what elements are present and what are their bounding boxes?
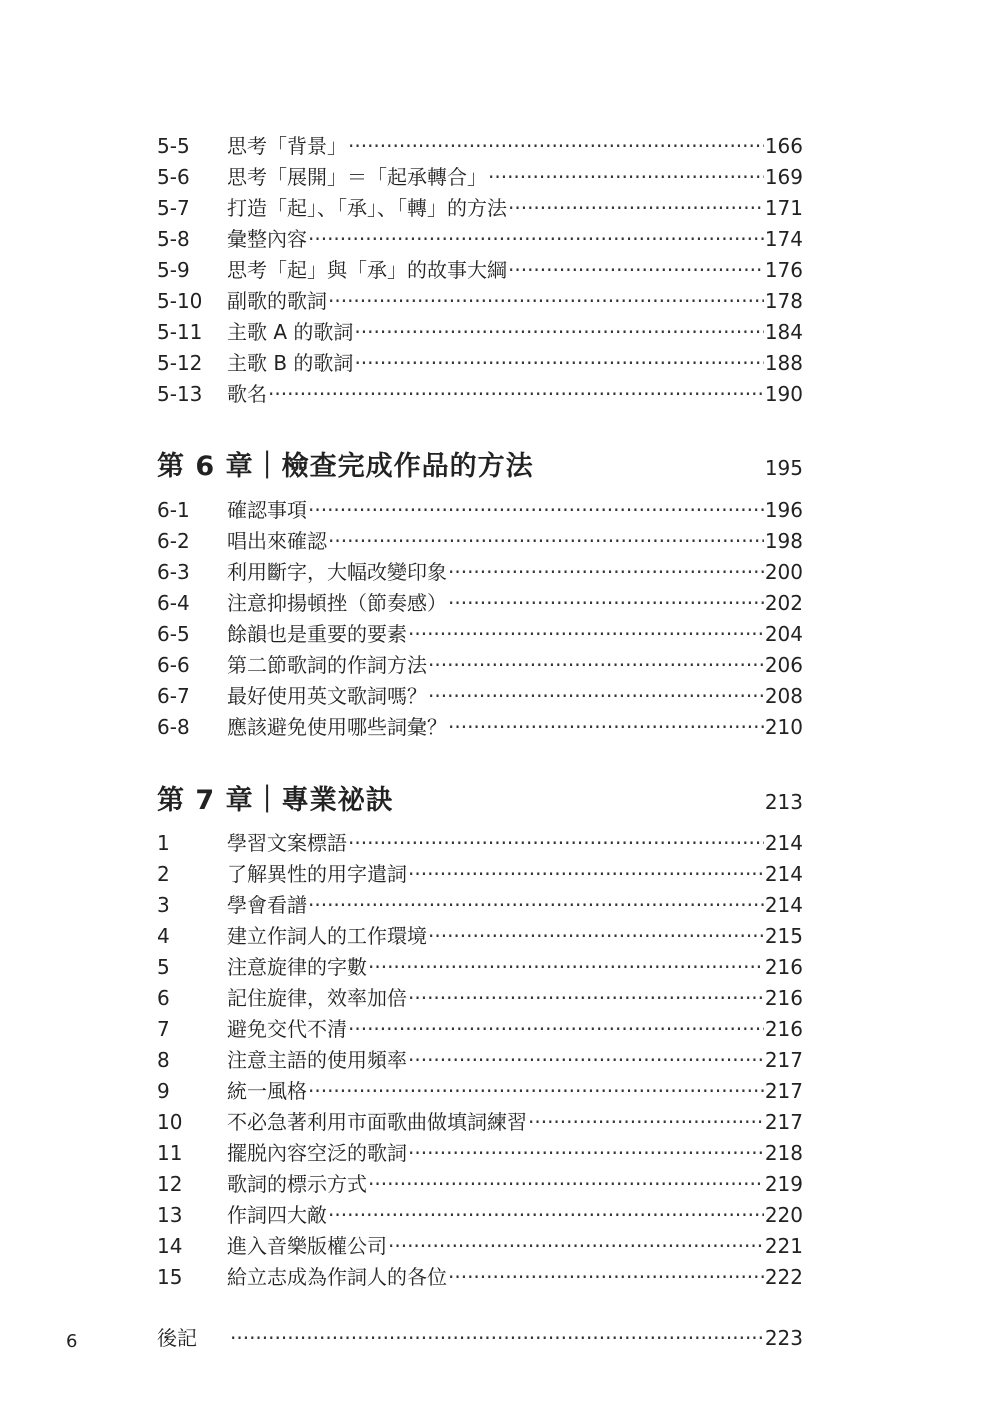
toc-entry xyxy=(157,712,803,743)
toc-entry xyxy=(157,1231,803,1262)
toc-entry xyxy=(157,131,803,162)
chapter-7-title: 第 7 章｜專業祕訣 xyxy=(157,785,394,816)
toc-entry-title: 思考「起」與「承」的故事大綱 xyxy=(227,258,507,282)
toc-entry-page: 202 xyxy=(764,591,803,615)
toc-entry-number: 9 xyxy=(157,1079,170,1103)
toc-chapter-7 xyxy=(157,828,803,1293)
toc-entry-title: 給立志成為作詞人的各位 xyxy=(227,1265,447,1289)
toc-section-5 xyxy=(157,131,803,410)
chapter-6-heading xyxy=(157,444,803,483)
toc-entry-number: 5-11 xyxy=(157,320,203,344)
toc-entry-page: 216 xyxy=(764,1017,803,1041)
toc-entry xyxy=(157,1107,803,1138)
dot-leader xyxy=(428,681,764,712)
toc-entry xyxy=(157,1076,803,1107)
toc-entry-number: 6-5 xyxy=(157,622,190,646)
toc-entry-title: 副歌的歌詞 xyxy=(227,289,327,313)
toc-entry-number: 7 xyxy=(157,1017,170,1041)
toc-entry-page: 204 xyxy=(764,622,803,646)
dot-leader xyxy=(448,712,764,743)
toc-entry xyxy=(157,379,803,410)
dot-leader xyxy=(268,379,764,410)
toc-entry-title: 最好使用英文歌詞嗎？ xyxy=(227,684,427,708)
toc-entry-title: 了解異性的用字遣詞 xyxy=(227,862,407,886)
toc-entry xyxy=(157,255,803,286)
toc-entry-number: 14 xyxy=(157,1234,183,1258)
toc-entry-page: 218 xyxy=(764,1141,803,1165)
toc-entry-page: 166 xyxy=(764,134,803,158)
toc-entry-title: 學會看譜 xyxy=(227,893,307,917)
toc-entry xyxy=(157,921,803,952)
toc-entry xyxy=(157,650,803,681)
toc-entry-number: 6 xyxy=(157,986,170,1010)
page-number: 6 xyxy=(66,1331,78,1352)
dot-leader xyxy=(428,921,764,952)
toc-entry-page: 178 xyxy=(764,289,803,313)
dot-leader xyxy=(328,526,764,557)
dot-leader xyxy=(368,1169,764,1200)
chapter-6-page: 195 xyxy=(764,456,803,480)
toc-entry-number: 6-6 xyxy=(157,653,190,677)
toc-entry-title: 注意主語的使用頻率 xyxy=(227,1048,407,1072)
toc-entry-page: 217 xyxy=(764,1079,803,1103)
toc-entry-title: 歌名 xyxy=(227,382,267,406)
toc-entry-title: 不必急著利用市面歌曲做填詞練習 xyxy=(227,1110,527,1134)
toc-entry xyxy=(157,859,803,890)
toc-entry-number: 10 xyxy=(157,1110,183,1134)
toc-entry-number: 6-4 xyxy=(157,591,190,615)
toc-entry-title: 思考「背景」 xyxy=(227,134,347,158)
toc-entry xyxy=(157,1200,803,1231)
dot-leader xyxy=(448,1262,764,1293)
toc-entry-title: 思考「展開」＝「起承轉合」 xyxy=(227,165,487,189)
toc-entry-title: 注意旋律的字數 xyxy=(227,955,367,979)
toc-entry-number: 1 xyxy=(157,831,170,855)
dot-leader xyxy=(308,890,764,921)
dot-leader xyxy=(408,1138,764,1169)
toc-entry xyxy=(157,1138,803,1169)
toc-entry-page: 184 xyxy=(764,320,803,344)
toc-entry-page: 220 xyxy=(764,1203,803,1227)
toc-entry-number: 8 xyxy=(157,1048,170,1072)
toc-entry-page: 196 xyxy=(764,498,803,522)
toc-entry-page: 188 xyxy=(764,351,803,375)
toc-entry-page: 171 xyxy=(764,196,803,220)
toc-chapter-6 xyxy=(157,495,803,743)
toc-entry xyxy=(157,557,803,588)
toc-entry-title: 建立作詞人的工作環境 xyxy=(227,924,427,948)
toc-entry-afterword xyxy=(157,1323,803,1354)
dot-leader xyxy=(388,1231,764,1262)
dot-leader xyxy=(328,1200,764,1231)
toc-entry-title: 歌詞的標示方式 xyxy=(227,1172,367,1196)
toc-entry-number: 5-13 xyxy=(157,382,203,406)
toc-entry-page: 174 xyxy=(764,227,803,251)
toc-entry-number: 5-5 xyxy=(157,134,190,158)
toc-entry-page: 200 xyxy=(764,560,803,584)
toc-entry xyxy=(157,224,803,255)
dot-leader xyxy=(508,193,764,224)
dot-leader xyxy=(408,983,764,1014)
dot-leader xyxy=(308,224,764,255)
toc-entry xyxy=(157,1169,803,1200)
toc-entry-number: 6-2 xyxy=(157,529,190,553)
toc-entry-page: 216 xyxy=(764,955,803,979)
dot-leader xyxy=(408,1045,764,1076)
toc-entry-page: 221 xyxy=(764,1234,803,1258)
toc-entry-number: 3 xyxy=(157,893,170,917)
toc-entry-page: 214 xyxy=(764,862,803,886)
toc-entry xyxy=(157,983,803,1014)
dot-leader xyxy=(368,952,764,983)
toc-entry xyxy=(157,348,803,379)
toc-entry xyxy=(157,1014,803,1045)
toc-entry-page: 222 xyxy=(764,1265,803,1289)
toc-entry-page: 223 xyxy=(764,1326,803,1350)
toc-entry-page: 217 xyxy=(764,1048,803,1072)
dot-leader xyxy=(328,286,764,317)
chapter-6-title: 第 6 章｜檢查完成作品的方法 xyxy=(157,451,534,482)
dot-leader xyxy=(508,255,764,286)
toc-entry-number: 4 xyxy=(157,924,170,948)
dot-leader xyxy=(528,1107,764,1138)
dot-leader xyxy=(488,162,764,193)
toc-entry-title: 餘韻也是重要的要素 xyxy=(227,622,407,646)
toc-entry-title: 避免交代不清 xyxy=(227,1017,347,1041)
toc-entry-page: 210 xyxy=(764,715,803,739)
toc-entry-title: 作詞四大敵 xyxy=(227,1203,327,1227)
dot-leader xyxy=(348,1014,764,1045)
toc-entry-title: 記住旋律，效率加倍 xyxy=(227,986,407,1010)
toc-entry-page: 214 xyxy=(764,893,803,917)
chapter-7-heading xyxy=(157,778,803,817)
toc-entry-number: 6-1 xyxy=(157,498,190,522)
toc-entry-title: 統一風格 xyxy=(227,1079,307,1103)
toc-entry-number: 5-7 xyxy=(157,196,190,220)
dot-leader xyxy=(230,1323,764,1354)
toc-entry xyxy=(157,681,803,712)
toc-entry xyxy=(157,1045,803,1076)
dot-leader xyxy=(354,348,763,379)
toc-entry-number: 11 xyxy=(157,1141,183,1165)
toc-entry-number: 12 xyxy=(157,1172,183,1196)
chapter-7-page: 213 xyxy=(764,790,803,814)
dot-leader xyxy=(448,557,764,588)
toc-entry-title: 第二節歌詞的作詞方法 xyxy=(227,653,427,677)
toc-entry-page: 217 xyxy=(764,1110,803,1134)
toc-entry-page: 214 xyxy=(764,831,803,855)
toc-entry-number: 5-8 xyxy=(157,227,190,251)
toc-entry-number: 15 xyxy=(157,1265,183,1289)
toc-entry-title: 主歌 A 的歌詞 xyxy=(227,320,354,344)
toc-entry-title: 注意抑揚頓挫（節奏感） xyxy=(227,591,447,615)
toc-entry xyxy=(157,890,803,921)
toc-entry-page: 215 xyxy=(764,924,803,948)
toc-entry-title: 應該避免使用哪些詞彙？ xyxy=(227,715,447,739)
toc-entry-number: 6-3 xyxy=(157,560,190,584)
toc-entry-number: 5-12 xyxy=(157,351,203,375)
toc-entry xyxy=(157,526,803,557)
dot-leader xyxy=(408,619,764,650)
toc-entry xyxy=(157,193,803,224)
toc-entry-page: 190 xyxy=(764,382,803,406)
dot-leader xyxy=(308,495,764,526)
toc-entry xyxy=(157,588,803,619)
toc-entry-title: 進入音樂版權公司 xyxy=(227,1234,387,1258)
toc-entry xyxy=(157,317,803,348)
dot-leader xyxy=(348,828,764,859)
toc-entry xyxy=(157,286,803,317)
toc-entry-number: 2 xyxy=(157,862,170,886)
toc-entry-page: 169 xyxy=(764,165,803,189)
dot-leader xyxy=(408,859,764,890)
toc-entry xyxy=(157,619,803,650)
toc-entry-number: 5-6 xyxy=(157,165,190,189)
toc-entry-page: 206 xyxy=(764,653,803,677)
dot-leader xyxy=(448,588,764,619)
toc-entry-number: 13 xyxy=(157,1203,183,1227)
toc-entry-title: 後記 xyxy=(157,1326,197,1350)
dot-leader xyxy=(354,317,763,348)
toc-entry-title: 打造「起」、「承」、「轉」的方法 xyxy=(227,196,507,220)
dot-leader xyxy=(348,131,764,162)
toc-entry-title: 唱出來確認 xyxy=(227,529,327,553)
toc-entry xyxy=(157,495,803,526)
toc-entry-page: 219 xyxy=(764,1172,803,1196)
toc-entry xyxy=(157,952,803,983)
toc-entry-page: 198 xyxy=(764,529,803,553)
toc-entry-title: 學習文案標語 xyxy=(227,831,347,855)
toc-entry xyxy=(157,828,803,859)
toc-entry-number: 5 xyxy=(157,955,170,979)
toc-entry xyxy=(157,1262,803,1293)
toc-entry-number: 6-7 xyxy=(157,684,190,708)
toc-entry-number: 5-10 xyxy=(157,289,203,313)
toc-entry-title: 主歌 B 的歌詞 xyxy=(227,351,354,375)
toc-entry-title: 彙整內容 xyxy=(227,227,307,251)
toc-entry-page: 208 xyxy=(764,684,803,708)
toc-entry-number: 6-8 xyxy=(157,715,190,739)
dot-leader xyxy=(428,650,764,681)
toc-entry-number: 5-9 xyxy=(157,258,190,282)
toc-entry xyxy=(157,162,803,193)
toc-entry-page: 216 xyxy=(764,986,803,1010)
toc-entry-title: 利用斷字，大幅改變印象 xyxy=(227,560,447,584)
toc-afterword xyxy=(157,1323,803,1354)
dot-leader xyxy=(308,1076,764,1107)
toc-entry-title: 擺脱內容空泛的歌詞 xyxy=(227,1141,407,1165)
toc-entry-page: 176 xyxy=(764,258,803,282)
toc-entry-title: 確認事項 xyxy=(227,498,307,522)
